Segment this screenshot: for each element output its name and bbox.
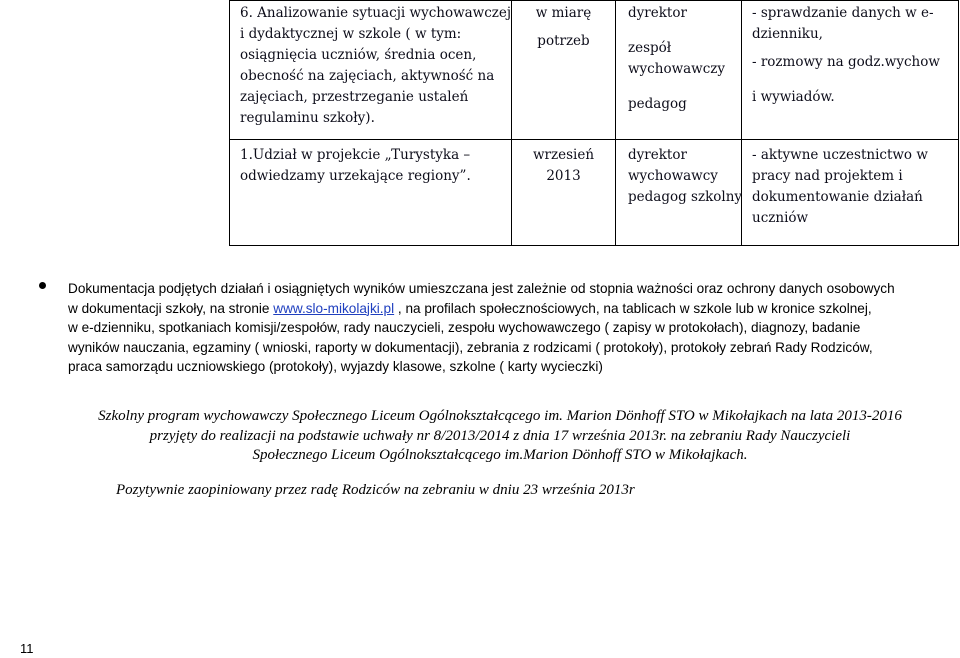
- task-line: i dydaktycznej w szkole ( w tym:: [240, 26, 462, 42]
- term-line: potrzeb: [537, 33, 590, 49]
- task-line: osiągnięcia uczniów, średnia ocen,: [240, 47, 477, 63]
- bullet-icon: [39, 282, 46, 289]
- method-cell: [742, 140, 959, 246]
- method-line: - aktywne uczestnictwo w: [752, 147, 928, 163]
- task-line: 6. Analizowanie sytuacji wychowawczej: [240, 5, 512, 21]
- responsible-line: pedagog szkolny: [628, 189, 743, 205]
- paragraph-line: Dokumentacja podjętych działań i osiągniętych wyników umieszczana jest zależnie od stopnia ważności oraz ochrony danych osobowych: [68, 281, 895, 296]
- documentation-paragraph: [68, 279, 948, 377]
- term-line: w miarę: [535, 5, 592, 21]
- parents-opinion: Pozytywnie zaopiniowany przez radę Rodziców na zebraniu w dniu 23 września 2013r: [116, 482, 635, 498]
- task-line: obecność na zajęciach, aktywność na: [240, 68, 495, 84]
- paragraph-line: [68, 299, 948, 319]
- method-line: dzienniku,: [752, 26, 823, 42]
- term-cell: [512, 140, 616, 246]
- paragraph-line: w e-dzienniku, spotkaniach komisji/zespołów, rady nauczycieli, zespołu wychowawczego ( zapisy w protokołach), diagnozy, badanie: [68, 320, 861, 336]
- table-row: [230, 140, 959, 246]
- task-line: odwiedzamy urzekające regiony”.: [240, 168, 471, 184]
- responsible-cell: [616, 140, 742, 246]
- responsible-line: zespół: [628, 40, 672, 56]
- task-line: regulaminu szkoły).: [240, 110, 375, 126]
- responsible-line: wychowawczy: [628, 61, 726, 77]
- method-line: i wywiadów.: [752, 89, 835, 105]
- responsible-line: dyrektor: [628, 147, 687, 163]
- paragraph-line: praca samorządu uczniowskiego (protokoły), wyjazdy klasowe, szkolne ( karty wycieczki): [68, 359, 603, 375]
- responsible-cell: [616, 1, 742, 140]
- term-line: 2013: [546, 168, 581, 184]
- school-website-link[interactable]: www.slo-mikolajki.pl: [273, 300, 395, 316]
- method-line: - rozmowy na godz.wychow: [752, 54, 940, 70]
- paragraph-text: , na profilach społecznościowych, na tablicach w szkole lub w kronice szkolnej,: [394, 300, 872, 316]
- responsible-line: wychowawcy: [628, 168, 718, 184]
- method-cell: [742, 1, 959, 140]
- task-line: 1.Udział w projekcie „Turystyka –: [240, 147, 471, 163]
- statement-line: Szkolny program wychowawczy Społecznego Liceum Ogólnokształcącego im. Marion Dönhoff STO w Mikołajkach na lata 2013-2016: [98, 408, 902, 424]
- task-line: zajęciach, przestrzeganie ustaleń: [240, 89, 469, 105]
- method-line: - sprawdzanie danych w e-: [752, 5, 934, 21]
- method-line: dokumentowanie działań: [752, 189, 923, 205]
- task-cell: [230, 140, 512, 246]
- page-number: 11: [20, 641, 34, 656]
- method-line: pracy nad projektem i: [752, 168, 903, 184]
- responsible-line: pedagog: [628, 96, 687, 112]
- term-cell: [512, 1, 616, 140]
- term-line: wrzesień: [532, 147, 595, 163]
- statement-line: Społecznego Liceum Ogólnokształcącego im.Marion Dönhoff STO w Mikołajkach.: [252, 447, 748, 463]
- table-row: [230, 1, 959, 140]
- statement-line: przyjęty do realizacji na podstawie uchwały nr 8/2013/2014 z dnia 17 września 2013r. na zebraniu Rady Nauczycieli: [149, 427, 851, 444]
- program-statement: [60, 407, 940, 466]
- task-cell: [230, 1, 512, 140]
- paragraph-text: w dokumentacji szkoły, na stronie: [68, 300, 274, 316]
- responsible-line: dyrektor: [628, 5, 687, 21]
- method-line: uczniów: [752, 210, 809, 226]
- activities-table: [229, 0, 959, 246]
- paragraph-line: wyników nauczania, egzaminy ( wnioski, raporty w dokumentacji), zebrania z rodzicami ( protokoły), protokoły zebrań Rady Rodziców,: [68, 339, 873, 355]
